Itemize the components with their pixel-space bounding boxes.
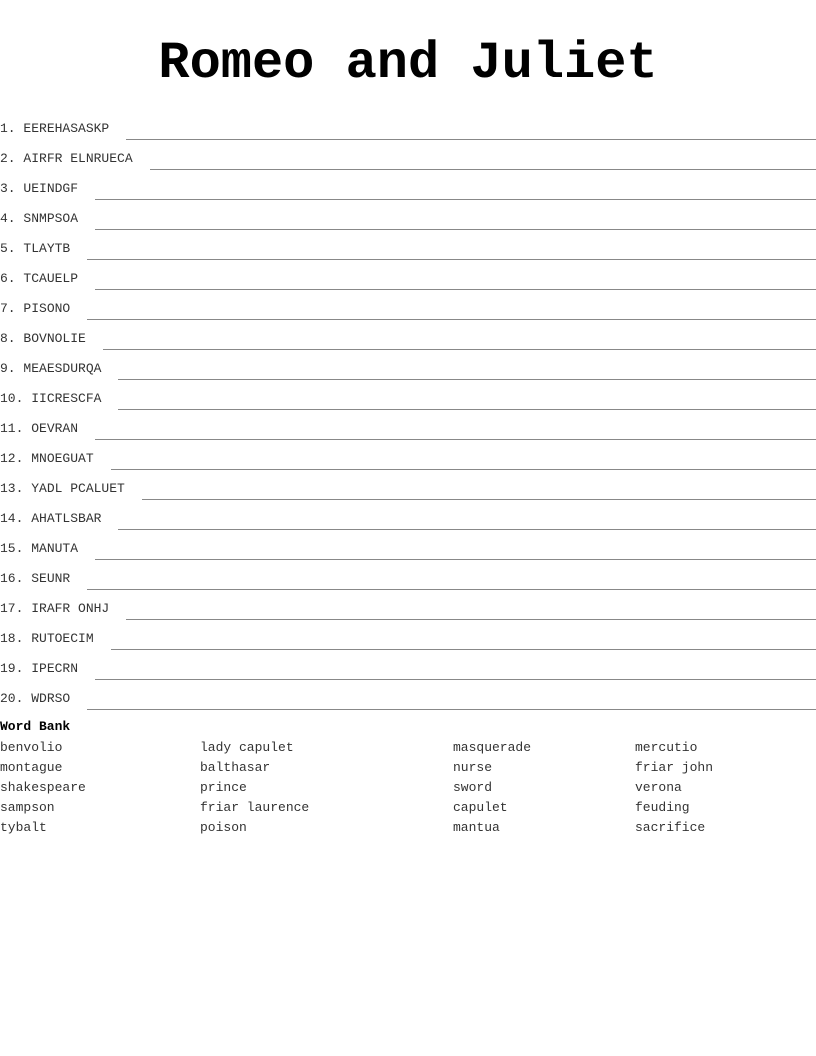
question-number: 14. (0, 511, 24, 526)
scrambled-word: WDRSO (31, 691, 71, 706)
question-row (0, 471, 816, 501)
word-bank-entry: feuding (635, 800, 690, 815)
question-row (0, 441, 816, 471)
word-bank-entry: capulet (453, 800, 508, 815)
scrambled-word: MANUTA (31, 541, 79, 556)
answer-line[interactable] (150, 159, 816, 170)
question-row (0, 291, 816, 321)
question-row (0, 681, 816, 711)
answer-line[interactable] (126, 129, 816, 140)
word-bank-entry: friar laurence (200, 800, 310, 815)
answer-line[interactable] (87, 249, 816, 260)
word-bank-row (0, 820, 816, 840)
question-number: 20. (0, 691, 24, 706)
scrambled-word: AHATLSBAR (31, 511, 102, 526)
answer-line[interactable] (95, 429, 816, 440)
answer-line[interactable] (95, 549, 816, 560)
scrambled-word: BOVNOLIE (23, 331, 86, 346)
scrambled-word: OEVRAN (31, 421, 79, 436)
answer-line[interactable] (142, 489, 816, 500)
question-number: 4. (0, 211, 16, 226)
scrambled-word: MNOEGUAT (31, 451, 94, 466)
word-bank-entry: prince (200, 780, 247, 795)
question-number: 1. (0, 121, 16, 136)
question-row (0, 561, 816, 591)
word-bank-entry: poison (200, 820, 247, 835)
question-number: 5. (0, 241, 16, 256)
answer-line[interactable] (87, 579, 816, 590)
question-number: 15. (0, 541, 24, 556)
answer-line[interactable] (95, 219, 816, 230)
question-row (0, 381, 816, 411)
question-row (0, 621, 816, 651)
question-row (0, 531, 816, 561)
question-row (0, 111, 816, 141)
word-bank-entry: sampson (0, 800, 55, 815)
scrambled-word: MEAESDURQA (23, 361, 102, 376)
answer-line[interactable] (87, 699, 816, 710)
answer-line[interactable] (87, 309, 816, 320)
question-row (0, 351, 816, 381)
word-bank-row (0, 800, 816, 820)
word-bank-entry: balthasar (200, 760, 271, 775)
answer-line[interactable] (95, 189, 816, 200)
scrambled-word: SEUNR (31, 571, 71, 586)
word-bank-entry: verona (635, 780, 682, 795)
word-bank-entry: sword (453, 780, 493, 795)
scrambled-word: IICRESCFA (31, 391, 102, 406)
scrambled-word: EEREHASASKP (23, 121, 110, 136)
question-row (0, 231, 816, 261)
question-row (0, 141, 816, 171)
word-bank-entry: lady capulet (200, 740, 294, 755)
answer-line[interactable] (95, 669, 816, 680)
scrambled-word: PISONO (23, 301, 71, 316)
question-number: 9. (0, 361, 16, 376)
scrambled-word: SNMPSOA (23, 211, 79, 226)
question-row (0, 261, 816, 291)
scrambled-word: TCAUELP (23, 271, 79, 286)
scrambled-word: YADL PCALUET (31, 481, 125, 496)
answer-line[interactable] (118, 519, 816, 530)
question-number: 19. (0, 661, 24, 676)
question-number: 2. (0, 151, 16, 166)
word-bank-entry: shakespeare (0, 780, 86, 795)
question-row (0, 201, 816, 231)
question-number: 16. (0, 571, 24, 586)
scrambled-word: IRAFR ONHJ (31, 601, 110, 616)
question-number: 17. (0, 601, 24, 616)
word-bank-row (0, 780, 816, 800)
question-list (0, 111, 816, 711)
word-bank-entry: masquerade (453, 740, 532, 755)
worksheet-title: Romeo and Juliet (158, 34, 658, 93)
answer-line[interactable] (111, 639, 816, 650)
question-number: 10. (0, 391, 24, 406)
scrambled-word: UEINDGF (23, 181, 79, 196)
scrambled-word: RUTOECIM (31, 631, 94, 646)
word-bank-row (0, 740, 816, 760)
word-bank-entry: benvolio (0, 740, 63, 755)
answer-line[interactable] (118, 399, 816, 410)
word-bank-entry: nurse (453, 760, 493, 775)
word-bank-entry: mercutio (635, 740, 698, 755)
question-number: 3. (0, 181, 16, 196)
question-number: 18. (0, 631, 24, 646)
word-bank-entry: mantua (453, 820, 500, 835)
word-bank-entry: montague (0, 760, 63, 775)
scrambled-word: AIRFR ELNRUECA (23, 151, 133, 166)
word-bank (0, 740, 816, 840)
answer-line[interactable] (126, 609, 816, 620)
question-row (0, 501, 816, 531)
question-number: 8. (0, 331, 16, 346)
question-number: 13. (0, 481, 24, 496)
answer-line[interactable] (103, 339, 816, 350)
question-row (0, 171, 816, 201)
question-number: 7. (0, 301, 16, 316)
question-row (0, 411, 816, 441)
scrambled-word: TLAYTB (23, 241, 71, 256)
question-row (0, 321, 816, 351)
question-number: 11. (0, 421, 24, 436)
word-bank-row (0, 760, 816, 780)
word-bank-entry: friar john (635, 760, 714, 775)
word-bank-title: Word Bank (0, 719, 71, 734)
question-row (0, 651, 816, 681)
answer-line[interactable] (95, 279, 816, 290)
word-bank-entry: tybalt (0, 820, 47, 835)
word-bank-entry: sacrifice (635, 820, 706, 835)
answer-line[interactable] (111, 459, 816, 470)
question-number: 12. (0, 451, 24, 466)
question-row (0, 591, 816, 621)
question-number: 6. (0, 271, 16, 286)
answer-line[interactable] (118, 369, 816, 380)
scrambled-word: IPECRN (31, 661, 79, 676)
